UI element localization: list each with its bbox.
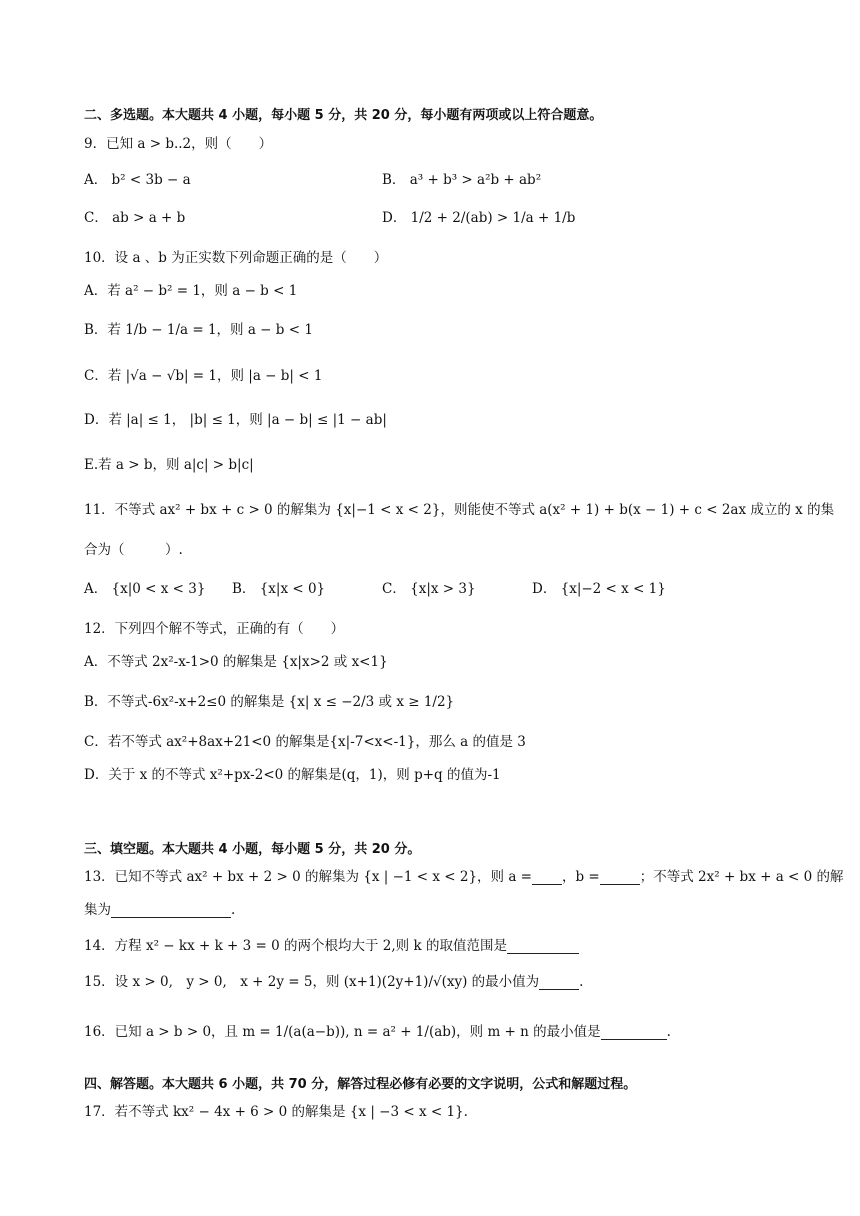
q10-option-e: E.若 a > b，则 a|c| > b|c| (84, 457, 254, 473)
q16-end: . (666, 1024, 671, 1040)
q14-blank[interactable] (507, 939, 579, 954)
q13-blank-a[interactable] (532, 870, 562, 885)
q9-option-d: D． 1/2 + 2/(ab) > 1/a + 1/b (382, 210, 576, 226)
section-fill-blank-heading: 三、填空题。本大题共 4 小题，每小题 5 分，共 20 分。 (84, 842, 421, 857)
q13-part1: 13．已知不等式 ax² + bx + 2 > 0 的解集为 {x | −1 < x < 2}，则 a = (84, 869, 532, 885)
q10-option-c: C．若 |√a − √b| = 1，则 |a − b| < 1 (84, 368, 323, 384)
q13-part2: ，b = (562, 869, 600, 885)
q9-option-b: B． a³ + b³ > a²b + ab² (382, 172, 542, 188)
q14-line (84, 936, 579, 956)
section-multiple-choice-heading: 二、多选题。本大题共 4 小题，每小题 5 分，共 20 分，每小题有两项或以上符合题意。 (84, 108, 603, 123)
q10-option-b: B．若 1/b − 1/a = 1，则 a − b < 1 (84, 322, 313, 338)
q15-end: . (579, 974, 584, 990)
q13-part4: 集为 (84, 902, 111, 918)
q13-line-1 (84, 867, 844, 887)
q10-option-a: A．若 a² − b² = 1，则 a − b < 1 (84, 283, 298, 299)
q10-option-d: D．若 |a| ≤ 1， |b| ≤ 1，则 |a − b| ≤ |1 − ab| (84, 412, 387, 428)
q17-text: 17．若不等式 kx² − 4x + 6 > 0 的解集是 {x | −3 < x < 1}. (84, 1104, 468, 1120)
q12-option-c: C．若不等式 ax²+8ax+21<0 的解集是{x|-7<x<-1}，那么 a 的值是 3 (84, 734, 526, 750)
q16-blank[interactable] (601, 1025, 667, 1040)
q9-option-c: C． ab > a + b (84, 210, 186, 226)
q11-option-c: C． {x|x > 3} (382, 581, 476, 597)
q16-text: 16．已知 a > b > 0，且 m = 1/(a(a−b)), n = a² + 1/(ab)，则 m + n 的最小值是 (84, 1024, 601, 1040)
q15-text: 15．设 x > 0, y > 0, x + 2y = 5，则 (x+1)(2y+1)/√(xy) 的最小值为 (84, 974, 540, 990)
q13-line-2 (84, 900, 235, 920)
q12-option-b: B．不等式-6x²-x+2≤0 的解集是 {x| x ≤ −2/3 或 x ≥ 1/2} (84, 694, 455, 710)
q13-part5: . (231, 902, 236, 918)
q11-stem-continued: 合为（ ）. (84, 542, 183, 558)
q11-option-b: B． {x|x < 0} (232, 581, 326, 597)
q12-option-d: D．关于 x 的不等式 x²+px-2<0 的解集是(q，1)，则 p+q 的值为-1 (84, 767, 501, 783)
q15-line (84, 972, 583, 992)
q13-blank-solution-set[interactable] (111, 903, 231, 918)
q13-part3: ；不等式 2x² + bx + a < 0 的解 (639, 869, 844, 885)
section-answer-heading: 四、解答题。本大题共 6 小题，共 70 分，解答过程必修有必要的文字说明，公式和解题过程。 (84, 1077, 637, 1092)
q12-option-a: A．不等式 2x²-x-1>0 的解集是 {x|x>2 或 x<1} (84, 654, 388, 670)
q14-text: 14．方程 x² − kx + k + 3 = 0 的两个根均大于 2,则 k 的取值范围是 (84, 938, 507, 954)
q15-blank[interactable] (539, 975, 579, 990)
q12-stem: 12．下列四个解不等式，正确的有（ ） (84, 621, 345, 637)
q11-option-d: D． {x|−2 < x < 1} (532, 581, 666, 597)
q9-stem: 9．已知 a > b..2，则（ ） (84, 136, 273, 152)
q16-line (84, 1022, 671, 1042)
q10-stem: 10．设 a 、b 为正实数下列命题正确的是（ ） (84, 250, 388, 266)
q11-stem: 11．不等式 ax² + bx + c > 0 的解集为 {x|−1 < x < 2}，则能使不等式 a(x² + 1) + b(x − 1) + c < 2ax 成立的 x 的集 (84, 502, 835, 518)
q11-option-a: A． {x|0 < x < 3} (84, 581, 206, 597)
q13-blank-b[interactable] (600, 870, 640, 885)
q9-option-a: A． b² < 3b − a (84, 172, 191, 188)
